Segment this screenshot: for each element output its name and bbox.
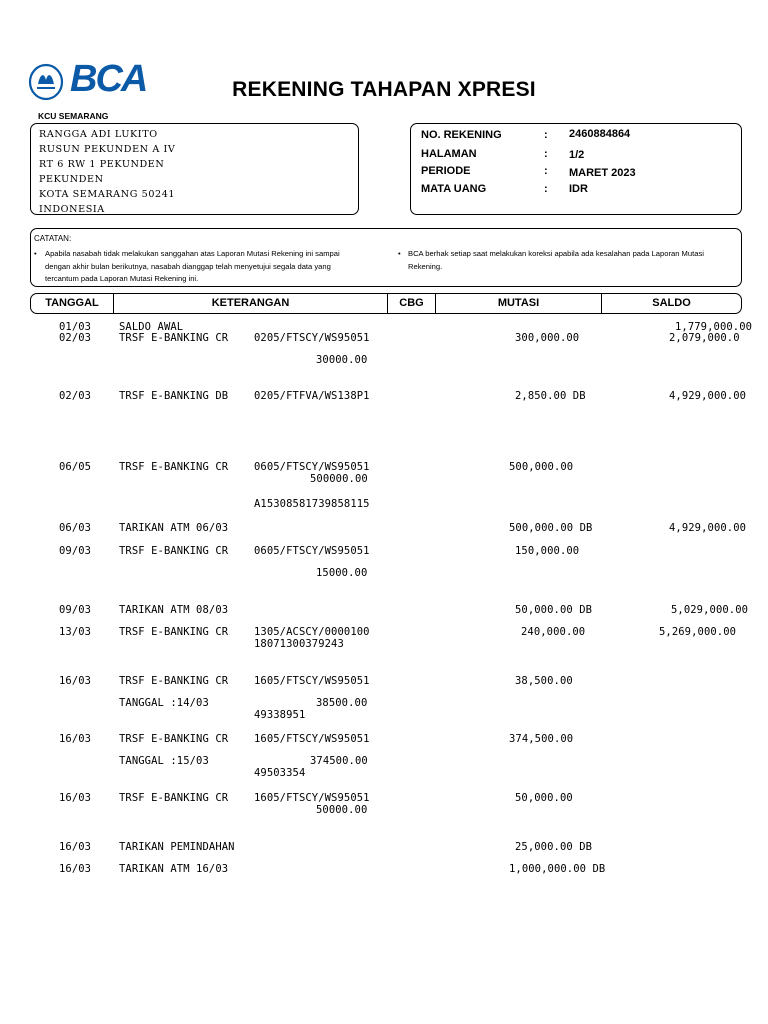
address-line: RANGGA ADI LUKITO xyxy=(39,129,158,140)
transaction-description: TRSF E-BANKING CR xyxy=(119,545,229,557)
transaction-reference: 50000.00 xyxy=(316,804,368,816)
note-left-line: tercantum pada Laporan Mutasi Rekening ini. xyxy=(45,274,199,283)
customer-address-box xyxy=(30,123,359,215)
header-branch: CBG xyxy=(399,297,424,309)
transaction-balance: 5,029,000.00 xyxy=(671,604,749,616)
transaction-reference: 0605/FTSCY/WS95051 xyxy=(254,545,370,557)
transaction-date: 16/03 xyxy=(59,863,92,875)
transaction-description: TRSF E-BANKING CR xyxy=(119,792,229,804)
transaction-reference: 1605/FTSCY/WS95051 xyxy=(254,792,370,804)
transaction-reference: 1605/FTSCY/WS95051 xyxy=(254,733,370,745)
address-line: RT 6 RW 1 PEKUNDEN xyxy=(39,159,165,170)
separator: : xyxy=(544,129,548,141)
transaction-mutation: 500,000.00 xyxy=(509,461,574,473)
header-date: TANGGAL xyxy=(45,297,99,309)
transaction-mutation: 240,000.00 xyxy=(521,626,586,638)
bullet-icon: • xyxy=(34,249,37,258)
transaction-date: 16/03 xyxy=(59,792,92,804)
transaction-date: 16/03 xyxy=(59,841,92,853)
transaction-mutation: 2,850.00 DB xyxy=(515,390,586,402)
transaction-date: 09/03 xyxy=(59,545,92,557)
note-left-line: dengan akhir bulan berikutnya, nasabah dianggap telah menyetujui segala data yang xyxy=(45,261,331,271)
transaction-description: TRSF E-BANKING CR xyxy=(119,461,229,473)
currency-label: MATA UANG xyxy=(421,183,487,195)
header-balance: SALDO xyxy=(652,297,691,309)
transaction-reference: 15000.00 xyxy=(316,567,368,579)
transaction-balance: 4,929,000.00 xyxy=(669,522,747,534)
branch-name: KCU SEMARANG xyxy=(38,111,109,121)
note-left xyxy=(45,248,385,286)
transaction-description: SALDO AWAL xyxy=(119,321,184,333)
transaction-reference: 49503354 xyxy=(254,767,306,779)
transaction-balance: 5,269,000.00 xyxy=(659,626,737,638)
bank-logo-text: BCA xyxy=(70,58,147,100)
document-title: REKENING TAHAPAN XPRESI xyxy=(232,78,536,101)
transaction-reference: 1305/ACSCY/0000100 xyxy=(254,626,370,638)
notes-title: CATATAN: xyxy=(34,234,72,243)
address-line: INDONESIA xyxy=(39,204,105,215)
page-label: HALAMAN xyxy=(421,148,477,160)
currency-value: IDR xyxy=(569,183,588,195)
transaction-mutation: 25,000.00 DB xyxy=(515,841,593,853)
header-description: KETERANGAN xyxy=(211,297,290,309)
account-number-label: NO. REKENING xyxy=(421,129,502,141)
transaction-description: TARIKAN PEMINDAHAN xyxy=(119,841,235,853)
transaction-balance: 1,779,000.00 xyxy=(675,321,753,333)
transaction-reference: 0205/FTFVA/WS138P1 xyxy=(254,390,370,402)
transaction-description-detail: TANGGAL :14/03 xyxy=(119,697,209,709)
transaction-description: TARIKAN ATM 08/03 xyxy=(119,604,229,616)
address-line: RUSUN PEKUNDEN A IV xyxy=(39,144,176,155)
transaction-mutation: 300,000.00 xyxy=(515,332,580,344)
header-mutation: MUTASI xyxy=(497,297,540,309)
transaction-description-detail: TANGGAL :15/03 xyxy=(119,755,209,767)
account-number-value: 2460884864 xyxy=(569,128,631,140)
transaction-description: TRSF E-BANKING DB xyxy=(119,390,229,402)
table-header xyxy=(30,293,742,314)
transaction-mutation: 150,000.00 xyxy=(515,545,580,557)
account-info-box xyxy=(410,123,742,215)
separator: : xyxy=(544,183,548,195)
notes-box xyxy=(30,228,742,287)
separator: : xyxy=(544,165,548,177)
transaction-reference: A15308581739858115 xyxy=(254,498,370,510)
transaction-reference: 500000.00 xyxy=(310,473,368,485)
transaction-mutation: 500,000.00 DB xyxy=(509,522,593,534)
transaction-date: 16/03 xyxy=(59,733,92,745)
transaction-reference: 374500.00 xyxy=(310,755,368,767)
separator: : xyxy=(544,148,548,160)
transaction-date: 01/03 xyxy=(59,321,92,333)
note-right-line: Rekening. xyxy=(408,261,443,271)
transaction-reference: 18071300379243 xyxy=(254,638,344,650)
transaction-description: TRSF E-BANKING CR xyxy=(119,733,229,745)
transaction-reference: 30000.00 xyxy=(316,354,368,366)
transaction-mutation: 38,500.00 xyxy=(515,675,573,687)
transaction-reference: 38500.00 xyxy=(316,697,368,709)
period-label: PERIODE xyxy=(421,165,471,177)
transaction-balance: 4,929,000.00 xyxy=(669,390,747,402)
transaction-date: 02/03 xyxy=(59,390,92,402)
transaction-reference: 0605/FTSCY/WS95051 xyxy=(254,461,370,473)
address-line: KOTA SEMARANG 50241 xyxy=(39,189,176,200)
transaction-date: 02/03 xyxy=(59,332,92,344)
note-right-line: BCA berhak setiap saat melakukan koreksi apabila ada kesalahan pada Laporan Mutasi xyxy=(408,249,704,258)
bullet-icon: • xyxy=(398,249,401,258)
transaction-description: TRSF E-BANKING CR xyxy=(119,332,229,344)
transaction-description: TRSF E-BANKING CR xyxy=(119,626,229,638)
transaction-description: TARIKAN ATM 16/03 xyxy=(119,863,229,875)
transaction-date: 13/03 xyxy=(59,626,92,638)
transaction-reference: 0205/FTSCY/WS95051 xyxy=(254,332,370,344)
page-value: 1/2 xyxy=(569,149,585,161)
transaction-mutation: 50,000.00 DB xyxy=(515,604,593,616)
transaction-date: 06/03 xyxy=(59,522,92,534)
transaction-mutation: 50,000.00 xyxy=(515,792,573,804)
transaction-date: 06/05 xyxy=(59,461,92,473)
transaction-date: 16/03 xyxy=(59,675,92,687)
transaction-description: TARIKAN ATM 06/03 xyxy=(119,522,229,534)
transaction-reference: 1605/FTSCY/WS95051 xyxy=(254,675,370,687)
address-line: PEKUNDEN xyxy=(39,174,104,185)
period-value: MARET 2023 xyxy=(569,167,636,179)
transaction-description: TRSF E-BANKING CR xyxy=(119,675,229,687)
transaction-date: 09/03 xyxy=(59,604,92,616)
transaction-mutation: 1,000,000.00 DB xyxy=(509,863,606,875)
transaction-mutation: 374,500.00 xyxy=(509,733,574,745)
note-right xyxy=(408,248,740,273)
note-left-line: Apabila nasabah tidak melakukan sanggahan atas Laporan Mutasi Rekening ini sampai xyxy=(45,249,340,258)
transaction-reference: 49338951 xyxy=(254,709,306,721)
transaction-balance: 2,079,000.0 xyxy=(669,332,740,344)
